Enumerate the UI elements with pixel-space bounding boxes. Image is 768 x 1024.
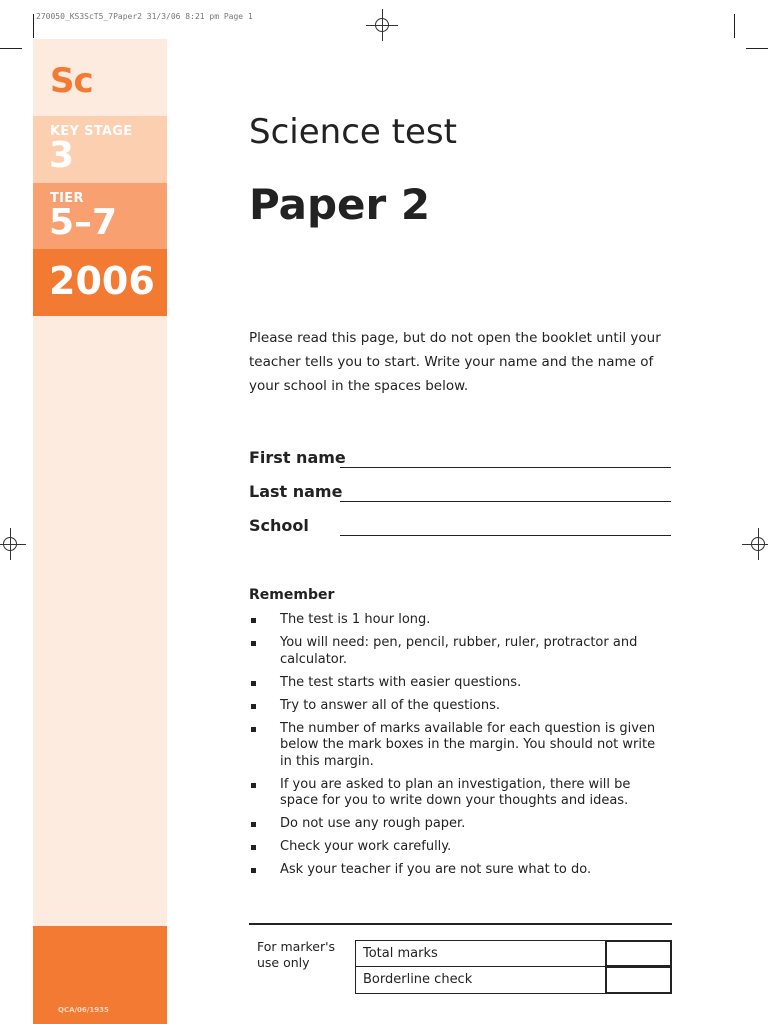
footer-code: QCA/06/1935 (58, 1006, 109, 1014)
list-item-text: Do not use any rough paper. (280, 816, 466, 831)
bullet-icon (251, 704, 256, 709)
list-item-text: The test is 1 hour long. (280, 612, 431, 627)
sidebar (33, 39, 167, 1024)
list-item (249, 635, 669, 668)
remember-heading: Remember (249, 587, 335, 603)
total-marks-box[interactable] (605, 940, 672, 967)
borderline-check-box[interactable] (605, 967, 672, 994)
last-name-field[interactable] (249, 482, 671, 504)
last-name-line[interactable] (340, 501, 671, 502)
list-item (249, 862, 669, 879)
bullet-icon (251, 845, 256, 850)
key-stage-label: KEY STAGE (50, 124, 133, 139)
bullet-icon (251, 641, 256, 646)
list-item (249, 721, 669, 771)
bullet-icon (251, 618, 256, 623)
remember-list (249, 612, 669, 885)
total-marks-row (355, 940, 672, 967)
year-block (33, 249, 167, 316)
crop-mark-top-right-vertical (734, 14, 735, 38)
list-item (249, 839, 669, 856)
list-item-text: You will need: pen, pencil, rubber, ruler, protractor and calculator. (280, 635, 638, 667)
list-item (249, 698, 669, 715)
crop-mark-top-right-horizontal (746, 48, 768, 49)
list-item-text: The number of marks available for each question is given below the mark boxes in the margin. You should not write in this margin. (280, 720, 656, 769)
crop-mark-top-left-vertical (33, 14, 34, 38)
school-field[interactable] (249, 516, 671, 538)
last-name-label: Last name (249, 482, 343, 501)
registration-mark-top (372, 15, 392, 35)
total-marks-label: Total marks (355, 940, 606, 967)
key-stage-value: 3 (49, 135, 75, 176)
bullet-icon (251, 681, 256, 686)
list-item-text: Ask your teacher if you are not sure what to do. (280, 862, 592, 877)
bullet-icon (251, 822, 256, 827)
bullet-icon (251, 783, 256, 788)
registration-mark-left (0, 534, 20, 554)
list-item-text: Try to answer all of the questions. (280, 697, 500, 713)
list-item-text: The test starts with easier questions. (280, 674, 522, 690)
bullet-icon (251, 727, 256, 732)
list-item (249, 612, 669, 629)
sidebar-footer-block (33, 926, 167, 1024)
list-item-text: Check your work carefully. (280, 839, 452, 854)
tier-block (33, 183, 167, 249)
marker-section-divider (249, 923, 672, 925)
school-label: School (249, 516, 309, 535)
bullet-icon (251, 868, 256, 873)
list-item (249, 816, 669, 833)
school-line[interactable] (340, 535, 671, 536)
list-item (249, 777, 669, 810)
subject-label: Sc (50, 61, 93, 101)
tier-value: 5–7 (49, 202, 118, 243)
borderline-check-row (355, 967, 672, 994)
first-name-line[interactable] (340, 467, 671, 468)
crop-mark-top-left-horizontal (0, 48, 22, 49)
marks-table (355, 940, 672, 994)
first-name-label: First name (249, 448, 346, 467)
subject-block (33, 39, 167, 116)
intro-text: Please read this page, but do not open the booklet until your teacher tells you to start. Write your name and the name of your school in the spaces below. (249, 330, 661, 394)
list-item-text: If you are asked to plan an investigation, there will be space for you to write down your thoughts and ideas. (280, 776, 631, 808)
marker-use-label: For marker's use only (257, 939, 336, 970)
list-item (249, 675, 669, 692)
first-name-field[interactable] (249, 448, 671, 470)
registration-mark-right (748, 534, 768, 554)
paper-title: Paper 2 (249, 180, 431, 229)
year-value: 2006 (49, 259, 155, 303)
key-stage-block (33, 116, 167, 183)
page-title: Science test (249, 112, 457, 152)
print-slug: 270050_KS3ScT5_7Paper2 31/3/06 8:21 pm Page 1 (36, 12, 253, 21)
borderline-check-label: Borderline check (355, 967, 606, 994)
tier-label: TIER (50, 191, 84, 206)
